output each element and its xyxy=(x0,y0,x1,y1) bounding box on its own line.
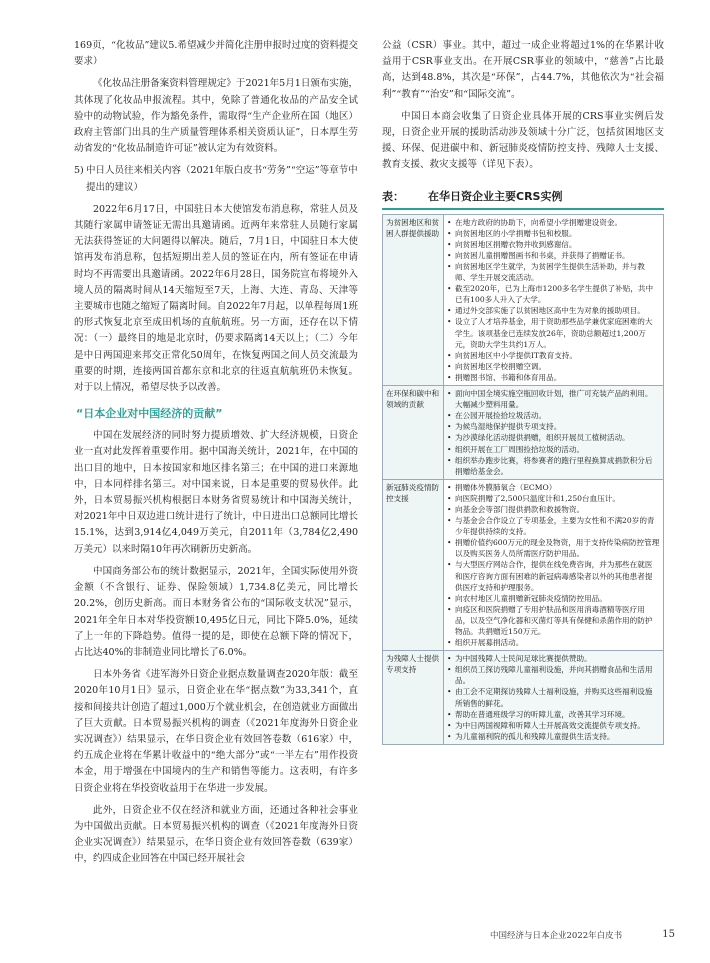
table-label: 表： xyxy=(382,189,404,203)
table-category-cell: 新冠肺炎疫情防控支援 xyxy=(383,479,444,650)
list-item-text: 向贫困儿童捐赠图画书和书桌，并获得了捐赠证书。 xyxy=(455,250,630,260)
table-title: 在华日资企业主要CRS实例 xyxy=(428,189,563,203)
list-item xyxy=(447,350,660,361)
list-item-text: 在地方政府的协助下，向希望小学捐赠建设资金。 xyxy=(455,217,623,227)
bullet-icon: • xyxy=(447,433,452,443)
list-item-text: 与大型医疗网站合作，提供在线免费咨询，并为那些在就医和医疗咨询方面有困难的新冠病毒感染者以外的其他患者提供医疗支持和护理服务。 xyxy=(455,560,653,592)
list-item xyxy=(447,593,660,604)
bullet-icon: • xyxy=(447,560,452,570)
list-item-text: 组织举办跑步比赛，将参赛者的跑行里程换算成捐款积分后捐赠给基金会。 xyxy=(455,455,653,476)
bullet-icon: • xyxy=(447,306,452,316)
footer-text: 中国经济与日本企业2022年白皮书 xyxy=(490,931,623,941)
table-row xyxy=(383,386,664,480)
bullet-icon: • xyxy=(447,372,452,382)
left-column xyxy=(74,38,358,868)
list-item-text: 捐赠体外膜肺氧合（ECMO） xyxy=(455,482,557,492)
bullet-icon: • xyxy=(447,262,452,271)
list-item xyxy=(447,261,660,283)
list-item xyxy=(447,515,660,537)
list-item-text: 向贫困地区捐赠衣物并收到感谢信。 xyxy=(455,239,577,249)
table-items-cell xyxy=(444,214,664,385)
bullet-icon: • xyxy=(447,516,452,526)
paragraph: 日本外务省《进军海外日资企业据点数量调查2020年版：截至2020年10月1日》显示，日资企业在华“据点数”为33,341个，直接和间接共计创造了超过1,000万个就业机会，在创造就业方面做出了巨大贡献。日本贸易振兴机构的调查（《2021年度海外日资企业实况调查》）结果显示，在华日资企业有效回答卷数（616家）中，约五成企业将在华累计收益中的“绝大部分”或“一半左右”用作投资本金，用于增强在中国境内的生产和销售等能力。这表明，有许多日资企业将在华投资收益用于在华进一步发展。 xyxy=(74,669,358,794)
bullet-icon: • xyxy=(447,317,452,327)
bullet-icon: • xyxy=(447,389,452,399)
list-item xyxy=(447,239,660,250)
list-item-text: 向贫困地区学生就学，为贫困学生提供生活补助，并与教师、学生开展交流活动。 xyxy=(455,262,645,283)
paragraph: 《化妆品注册备案资料管理规定》于2021年5月1日颁布实施，其体现了化妆品申报流程。其中，免除了普通化妆品的产品安全试验中的动物试验，作为豁免条件，需取得“生产企业所在国（地区）政府主管部门出具的生产质量管理体系相关资质认证”，日本厚生劳动省发的“化妆品制造许可证”被认定为有效资料。 xyxy=(74,78,358,155)
list-item xyxy=(447,455,660,477)
paragraph: 公益（CSR）事业。其中，超过一成企业将超过1%的在华累计收益用于CSR事业支出。在开展CSR事业的领域中，“慈善”占比最高，达到48.8%，其次是“环保”，占44.7%，其他依次为“社会福利”“教育”“治安”和“国际交流”。 xyxy=(382,40,664,100)
list-item-text: 为中国残障人士民间足球比赛提供赞助。 xyxy=(455,654,592,664)
list-item-text: 组织开展在工厂周围捡拾垃圾的活动。 xyxy=(455,444,585,454)
list-item-text: 向农村地区儿童捐赠新冠肺炎疫情防控用品。 xyxy=(455,593,607,603)
right-column xyxy=(382,38,664,745)
list-item xyxy=(447,637,660,648)
list-item xyxy=(447,709,660,720)
bullet-icon: • xyxy=(447,638,452,648)
list-item xyxy=(447,432,660,443)
bullet-icon: • xyxy=(447,350,452,360)
bullet-icon: • xyxy=(447,455,452,465)
list-item xyxy=(447,731,660,742)
item-number: 5) xyxy=(74,165,84,177)
list-item xyxy=(447,493,660,504)
list-item xyxy=(447,604,660,637)
bullet-icon: • xyxy=(447,422,452,432)
table-category-cell: 为贫困地区和贫困人群提供援助 xyxy=(383,214,444,385)
bullet-icon: • xyxy=(447,720,452,730)
list-item-text: 向医院捐赠了2,500只温度计和1,250台血压计。 xyxy=(455,493,620,503)
list-item xyxy=(447,372,660,383)
list-item-text: 帮助在普通班级学习的听障儿童，改善其学习环境。 xyxy=(455,709,630,719)
table-row xyxy=(383,651,664,745)
list-item xyxy=(447,504,660,515)
list-item xyxy=(447,250,660,261)
paragraph: 中国日本商会收集了日资企业具体开展的CRS事业实例后发现，日资企业开展的援助活动涉及领域十分广泛，包括贫困地区支援、环保、促进碳中和、新冠肺炎疫情防控支持、残障人士支援、教育支援、救灾支援等（详见下表）。 xyxy=(382,110,664,171)
bullet-icon: • xyxy=(447,504,452,514)
list-item xyxy=(447,444,660,455)
bullet-icon: • xyxy=(447,239,452,249)
list-item-text: 面向中国全境实施空瓶回收计划，推广可充装产品的利用。大幅减少塑料用量。 xyxy=(455,389,653,410)
list-item xyxy=(447,305,660,316)
section-heading: “日本企业对中国经济的贡献” xyxy=(76,407,223,421)
list-item xyxy=(447,388,660,410)
crs-table xyxy=(382,214,664,745)
bullet-icon: • xyxy=(447,687,452,697)
bullet-icon: • xyxy=(447,482,452,492)
paragraph: 中国商务部公布的统计数据显示，2021年，全国实际使用外资金额（不含银行、证券、保险领域）1,734.8亿美元，同比增长20.2%，创历史新高。而日本财务省公布的“国际收支状况”显示，2021年全年日本对华投资额10,495亿日元，同比下降5.0%，延续了上一年的下降趋势。值得一提的是，即使在总额下降的情况下，占比达40%的非制造业同比增长了6.0%。 xyxy=(74,565,358,658)
paragraph: 此外，日资企业不仅在经济和就业方面，还通过各种社会事业为中国做出贡献。日本贸易振兴机构的调查（《2021年度海外日资企业实况调查》）结果显示，在华日资企业有效回答卷数（639家）中，约四成企业回答在中国已经开展社会 xyxy=(74,804,358,865)
list-item-text: 为候鸟湿地保护提供专项支持。 xyxy=(455,422,562,432)
list-item-text: 组织开展募捐活动。 xyxy=(455,638,524,648)
table-category-cell: 为残障人士提供专项支持 xyxy=(383,651,444,745)
table-items-cell xyxy=(444,386,664,480)
list-item-text: 向基金会等部门提供捐款和救援物资。 xyxy=(455,504,585,514)
numbered-item-heading xyxy=(74,163,358,195)
list-item-text: 捐赠图书馆、书籍和体育用品。 xyxy=(455,372,562,382)
bullet-icon: • xyxy=(447,593,452,603)
table-items-cell xyxy=(444,651,664,745)
paragraph: 中国在发展经济的同时努力提质增效、扩大经济规模，日资企业一直对此发挥着重要作用。据中国海关统计，2021年，在中国的出口目的地中，日本按国家和地区排名第三；在中国的进口来源地中，日本同样排名第三。对中国来说，日本是重要的贸易伙伴。此外，日本贸易振兴机构根据日本财务省贸易统计和中国海关统计，对2021年中日双边进口统计进行了统计，中日进出口总额同比增长15.1%，达到3,914亿4,049万美元，自2011年（3,784亿2,490万美元）以来时隔10年再次刷新历史新高。 xyxy=(74,430,358,555)
bullet-icon: • xyxy=(447,538,452,548)
list-item xyxy=(447,283,660,305)
bullet-icon: • xyxy=(447,284,452,294)
list-item-text: 向贫困地区的小学捐赠书包和校服。 xyxy=(455,228,577,238)
bullet-icon: • xyxy=(447,709,452,719)
bullet-icon: • xyxy=(447,493,452,503)
list-item xyxy=(447,410,660,421)
list-item-text: 截至2020年，已为上海市1200多名学生提供了补贴，共中已有100多人升入了大学。 xyxy=(455,284,654,305)
list-item xyxy=(447,537,660,559)
bullet-icon: • xyxy=(447,250,452,260)
list-item xyxy=(447,421,660,432)
list-item xyxy=(447,664,660,686)
list-item-text: 捐赠价值约600万元的现金及物资，用于支持传染病防控管理以及购买医务人员所需医疗防护用品。 xyxy=(455,538,660,559)
bullet-icon: • xyxy=(447,665,452,675)
page-number: 15 xyxy=(662,929,675,940)
list-item-text: 由工会不定期探访残障人士福利设施，并购买这些福利设施所销售的鲜花。 xyxy=(455,687,653,708)
table-title-bar xyxy=(382,188,664,210)
list-item xyxy=(447,316,660,349)
page-footer xyxy=(490,929,675,941)
bullet-icon: • xyxy=(447,444,452,454)
list-item xyxy=(447,653,660,664)
table-items-cell xyxy=(444,479,664,650)
bullet-icon: • xyxy=(447,731,452,741)
list-item-text: 设立了人才培养基金，用于资助那些品学兼优家庭困难的大学生。该项基金已连续发放26年，资助总额超过1,200万元，资助大学生共约1万人。 xyxy=(455,317,653,349)
table-row xyxy=(383,214,664,385)
table-row xyxy=(383,479,664,650)
bullet-icon: • xyxy=(447,654,452,664)
list-item-text: 向贫困地区学校捐赠空调。 xyxy=(455,361,547,371)
bullet-icon: • xyxy=(447,361,452,371)
paragraph: 2022年6月17日，中国驻日本大使馆发布消息称，常驻人员及其随行家属申请签证无需出具邀请函。近两年来常驻人员随行家属无法获得签证的大问题得以解决。随后，7月1日，中国驻日本大使馆再发布消息称，包括短期出差人员的签证在内，所有签证在申请时均不再需要出具邀请函。2022年6月28日，国务院宣布将境外入境人员的隔离时间从14天缩短至7天，上海、大连、青岛、天津等主要城市也随之缩短了隔离时间。自2022年7月起，以单程每周1班的形式恢复北京至成田机场的直航航班。另一方面，还存在以下情况：（一）最终目的地是北京时，仍要求隔离14天以上；（二）今年是中日两国迎来邦交正常化50周年，在恢复两国之间人员交流最为重要的时期，连接两国首都东京和北京的往返直航航班仍未恢复。对于以上情况，希望尽快予以改善。 xyxy=(74,203,358,394)
list-item-text: 通过外交部实施了以贫困地区高中生为对象的援助项目。 xyxy=(455,306,645,316)
list-item-text: 为中日两国视障和听障人士开展高效交流提供专项支持。 xyxy=(455,720,645,730)
list-item xyxy=(447,482,660,493)
list-item xyxy=(447,228,660,239)
list-item-text: 向贫困地区中小学提供IT教育支持。 xyxy=(455,350,577,360)
list-item xyxy=(447,217,660,228)
list-item-text: 与基金会合作设立了专项基金，主要为女性和不满20岁的青少年提供持续的支持。 xyxy=(455,516,655,537)
item-title: 中日人员往来相关内容（2021年版白皮书“劳务”“空运”等章节中提出的建议） xyxy=(86,165,358,193)
list-item xyxy=(447,361,660,372)
list-item-text: 为沙漠绿化活动提供捐赠，组织开展员工植树活动。 xyxy=(455,433,630,443)
list-item-text: 向疫区和医院捐赠了专用护肤品和医用消毒酒精等医疗用品，以及空气净化器和灭菌灯等具有保健和杀菌作用的防护物品。共捐赠近150万元。 xyxy=(455,604,653,636)
list-item xyxy=(447,720,660,731)
bullet-icon: • xyxy=(447,228,452,238)
list-item-text: 为儿童福利院的孤儿和残障儿童提供生活支持。 xyxy=(455,731,615,741)
list-item-text: 组织员工探访残障儿童福利设施，并向其捐赠食品和生活用品。 xyxy=(455,665,653,686)
paragraph: 169页，“化妆品”建议5.希望减少并简化注册申报时过度的资料提交要求） xyxy=(74,40,358,68)
list-item xyxy=(447,559,660,592)
table-category-cell: 在环保和碳中和领域的贡献 xyxy=(383,386,444,480)
list-item xyxy=(447,686,660,708)
bullet-icon: • xyxy=(447,604,452,614)
bullet-icon: • xyxy=(447,411,452,421)
list-item-text: 在公园开展捡拾垃圾活动。 xyxy=(455,411,547,421)
bullet-icon: • xyxy=(447,217,452,227)
